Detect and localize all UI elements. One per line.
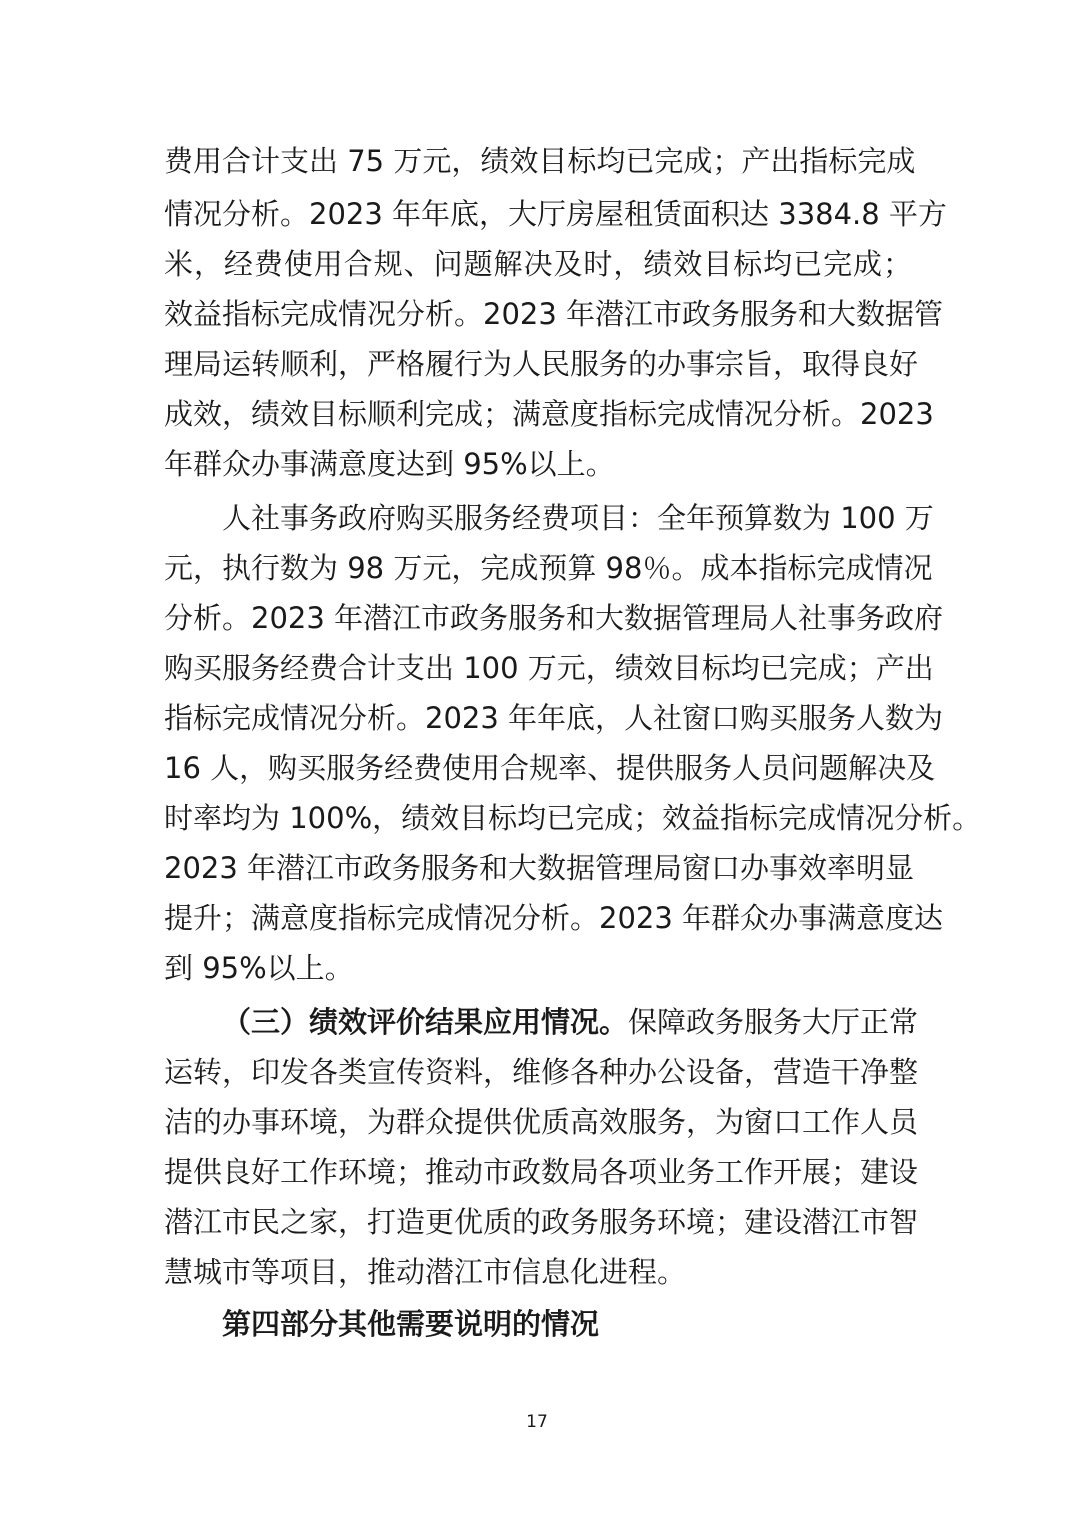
text-line bbox=[222, 999, 919, 1045]
text-line: 16 人，购买服务经费使用合规率、提供服务人员问题解决及 bbox=[164, 751, 936, 785]
text-line: 提供良好工作环境；推动市政数局各项业务工作开展；建设 bbox=[164, 1155, 919, 1189]
text-line: 慧城市等项目，推动潜江市信息化进程。 bbox=[164, 1255, 687, 1289]
text-line: 2023 年潜江市政务服务和大数据管理局窗口办事效率明显 bbox=[164, 851, 915, 885]
text-line: 分析。2023 年潜江市政务服务和大数据管理局人社事务政府 bbox=[164, 601, 944, 635]
text-span: 保障政务服务大厅正常 bbox=[628, 1005, 919, 1039]
text-line: 潜江市民之家，打造更优质的政务服务环境；建设潜江市智 bbox=[164, 1205, 919, 1239]
text-line: 时率均为 100%，绩效目标均已完成；效益指标完成情况分析。 bbox=[164, 801, 982, 835]
section-lead: （三）绩效评价结果应用情况。 bbox=[222, 1005, 629, 1039]
text-line: 指标完成情况分析。2023 年年底，人社窗口购买服务人数为 bbox=[164, 701, 944, 735]
text-line: 人社事务政府购买服务经费项目：全年预算数为 100 万 bbox=[222, 501, 934, 535]
page-number: 17 bbox=[526, 1412, 548, 1432]
text-line: 年群众办事满意度达到 95%以上。 bbox=[164, 447, 615, 481]
text-line: 费用合计支出 75 万元，绩效目标均已完成；产出指标完成 bbox=[164, 144, 916, 178]
text-line: 运转，印发各类宣传资料，维修各种办公设备，营造干净整 bbox=[164, 1055, 919, 1089]
text-line: 元，执行数为 98 万元，完成预算 98％。成本指标完成情况 bbox=[164, 551, 933, 585]
text-line: 成效，绩效目标顺利完成；满意度指标完成情况分析。2023 bbox=[164, 397, 934, 431]
section-heading: 第四部分其他需要说明的情况 bbox=[222, 1307, 600, 1341]
text-line: 提升；满意度指标完成情况分析。2023 年群众办事满意度达 bbox=[164, 901, 944, 935]
text-line: 到 95%以上。 bbox=[164, 951, 354, 985]
text-line: 洁的办事环境，为群众提供优质高效服务，为窗口工作人员 bbox=[164, 1105, 919, 1139]
text-line: 情况分析。2023 年年底，大厅房屋租赁面积达 3384.8 平方 bbox=[164, 197, 947, 231]
text-line: 效益指标完成情况分析。2023 年潜江市政务服务和大数据管 bbox=[164, 297, 944, 331]
text-line: 米，经费使用合规、问题解决及时，绩效目标均已完成； bbox=[164, 247, 912, 281]
text-line: 理局运转顺利，严格履行为人民服务的办事宗旨，取得良好 bbox=[164, 347, 919, 381]
text-line: 购买服务经费合计支出 100 万元，绩效目标均已完成；产出 bbox=[164, 651, 934, 685]
